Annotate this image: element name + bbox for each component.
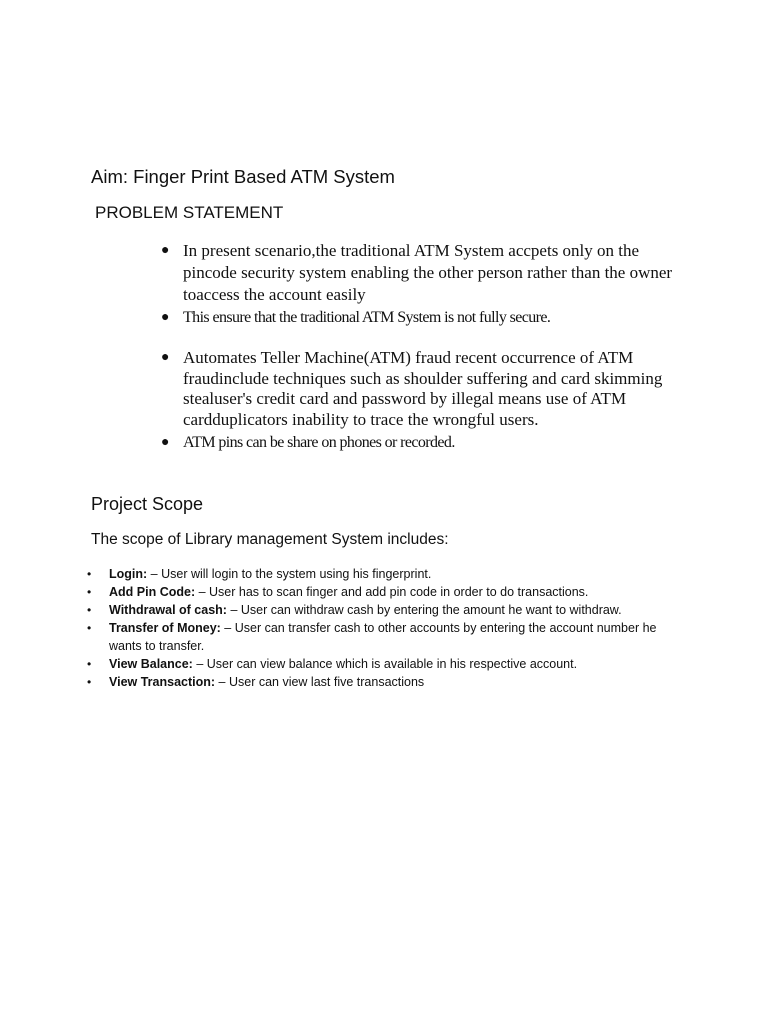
scope-term: Transfer of Money: (109, 621, 221, 635)
list-item (87, 601, 689, 619)
bullet-icon: • (87, 567, 92, 581)
bullet-icon: • (87, 585, 92, 599)
scope-description: – User can view last five transactions (215, 675, 425, 689)
problem-point-text: Automates Teller Machine(ATM) fraud recent occurrence of ATM fraudinclude techniques such as shoulder suffering and card skimming stealuser's credit card and password by illegal means use of ATM cardduplicators inability to trace the wrongful users. (183, 348, 663, 429)
scope-description: – User can withdraw cash by entering the amount he want to withdraw. (226, 603, 622, 617)
problem-statement-heading: PROBLEM STATEMENT (95, 203, 284, 222)
list-item (87, 619, 689, 655)
scope-term: View Balance: (109, 657, 193, 671)
list-item (161, 307, 693, 329)
aim-heading: Aim: Finger Print Based ATM System (91, 166, 395, 187)
bullet-icon: • (87, 603, 92, 617)
problem-point-text: This ensure that the traditional ATM System is not fully secure. (183, 309, 551, 326)
bullet-icon: ● (161, 243, 170, 258)
bullet-icon: • (87, 657, 92, 671)
scope-description: – User will login to the system using his fingerprint. (147, 567, 432, 581)
list-item (87, 655, 689, 673)
scope-description: – User has to scan finger and add pin code in order to do transactions. (195, 585, 589, 599)
problem-statement-list (161, 240, 693, 454)
scope-term: Add Pin Code: (109, 585, 196, 599)
scope-term: Withdrawal of cash: (109, 603, 227, 617)
problem-point-text: In present scenario,the traditional ATM System accpets only on the pincode security system enabling the other person rather than the owner toaccess the account easily (183, 241, 673, 304)
list-item (87, 583, 689, 601)
project-scope-heading: Project Scope (91, 494, 204, 514)
scope-list (87, 565, 689, 691)
scope-description: – User can view balance which is available in his respective account. (192, 657, 578, 671)
list-item (161, 240, 693, 306)
list-item (161, 432, 693, 454)
scope-description: – User can transfer cash to other accounts by entering the account number he wants to transfer. (109, 621, 657, 653)
bullet-icon: • (87, 621, 92, 635)
scope-intro-text: The scope of Library management System includes: (91, 531, 449, 548)
list-item (161, 348, 693, 430)
bullet-icon: • (87, 675, 92, 689)
bullet-icon: ● (161, 310, 169, 325)
list-item (87, 565, 689, 583)
scope-term: View Transaction: (109, 675, 216, 689)
bullet-icon: ● (161, 435, 169, 450)
list-item (87, 673, 689, 691)
bullet-icon: ● (161, 350, 170, 365)
problem-point-text: ATM pins can be share on phones or recorded. (183, 434, 455, 451)
scope-term: Login: (109, 567, 148, 581)
